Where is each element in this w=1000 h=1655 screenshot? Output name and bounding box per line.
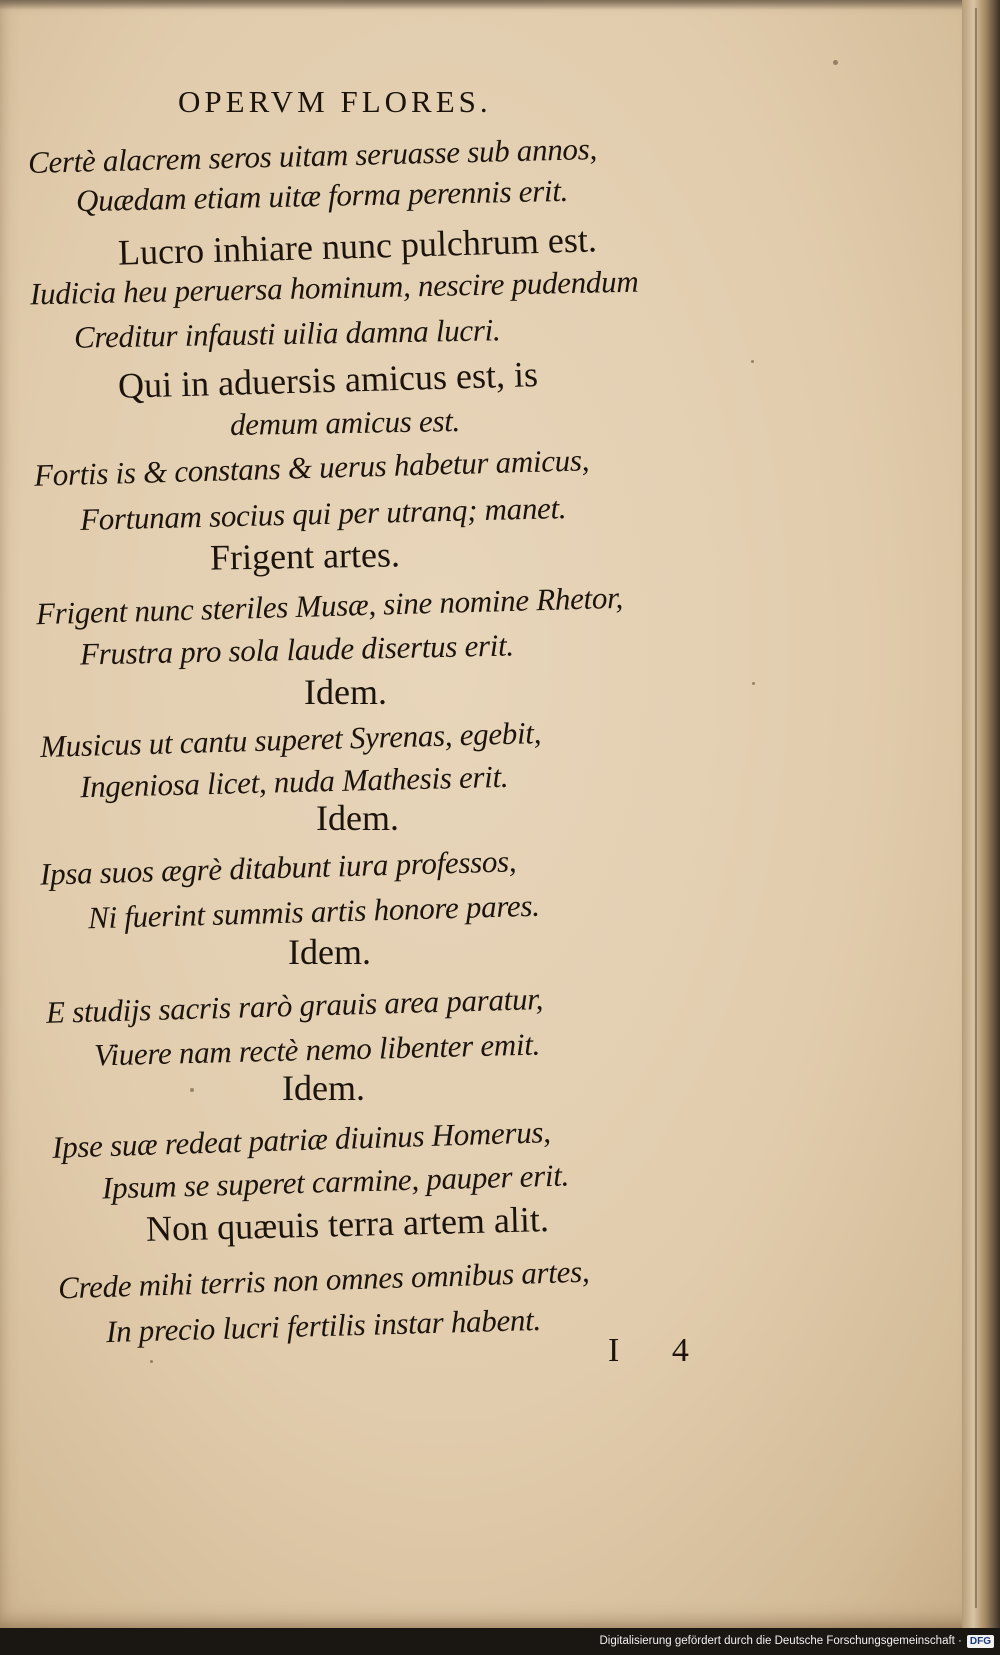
verse-line: Viuere nam rectè nemo libenter emit. [93, 1026, 541, 1073]
paper-speck [150, 1360, 153, 1363]
section-heading: Idem. [304, 672, 387, 712]
verse-line: Ipsum se superet carmine, pauper erit. [101, 1157, 570, 1206]
section-heading: Qui in aduersis amicus est, is [117, 354, 539, 406]
verse-line: Fortis is & constans & uerus habetur amicus, [33, 442, 590, 493]
running-head: OPERVM FLORES. [178, 84, 492, 119]
section-heading: Frigent artes. [209, 534, 401, 578]
verse-line: Certè alacrem seros uitam seruasse sub annos, [27, 131, 598, 180]
section-heading: Idem. [288, 932, 371, 972]
digitization-credit [599, 1631, 994, 1651]
verse-line: E studijs sacris rarò grauis area paratur, [45, 981, 544, 1030]
paper-speck [833, 60, 838, 65]
paper-speck [751, 360, 754, 363]
verse-line: Ingeniosa licet, nuda Mathesis erit. [79, 758, 509, 805]
verse-line: Frustra pro sola laude disertus erit. [79, 627, 515, 672]
section-heading: Idem. [282, 1068, 365, 1108]
verse-line: Quædam etiam uitæ forma perennis erit. [75, 172, 569, 219]
dfg-logo: DFG [967, 1635, 994, 1648]
paper-speck [190, 1088, 194, 1092]
gutter-shadow [975, 8, 977, 1608]
verse-line: Ipse suæ redeat patriæ diuinus Homerus, [51, 1114, 552, 1165]
verse-line: Iudicia heu peruersa hominum, nescire pudendum [29, 263, 639, 312]
credit-text: Digitalisierung gefördert durch die Deutsche Forschungsgemeinschaft · [599, 1635, 962, 1647]
paper-speck [752, 682, 755, 685]
verse-line: Frigent nunc steriles Musæ, sine nomine Rhetor, [35, 579, 624, 632]
section-heading: Idem. [316, 798, 399, 838]
signature-mark: I 4 [608, 1332, 711, 1369]
verse-line: Creditur infausti uilia damna lucri. [73, 312, 501, 355]
verse-line: Fortunam socius qui per utranq; manet. [79, 490, 567, 537]
section-heading: Non quæuis terra artem alit. [145, 1199, 550, 1249]
verse-line: Crede mihi terris non omnes omnibus artes, [57, 1253, 590, 1306]
page-gutter [962, 0, 1000, 1628]
verse-line: Ipsa suos ægrè ditabunt iura professos, [39, 843, 517, 892]
verse-line: Ni fuerint summis artis honore pares. [87, 887, 541, 936]
section-heading-cont: demum amicus est. [229, 402, 461, 443]
verse-line: In precio lucri fertilis instar habent. [105, 1301, 542, 1350]
section-heading: Lucro inhiare nunc pulchrum est. [117, 219, 598, 273]
verse-line: Musicus ut cantu superet Syrenas, egebit, [39, 715, 542, 764]
